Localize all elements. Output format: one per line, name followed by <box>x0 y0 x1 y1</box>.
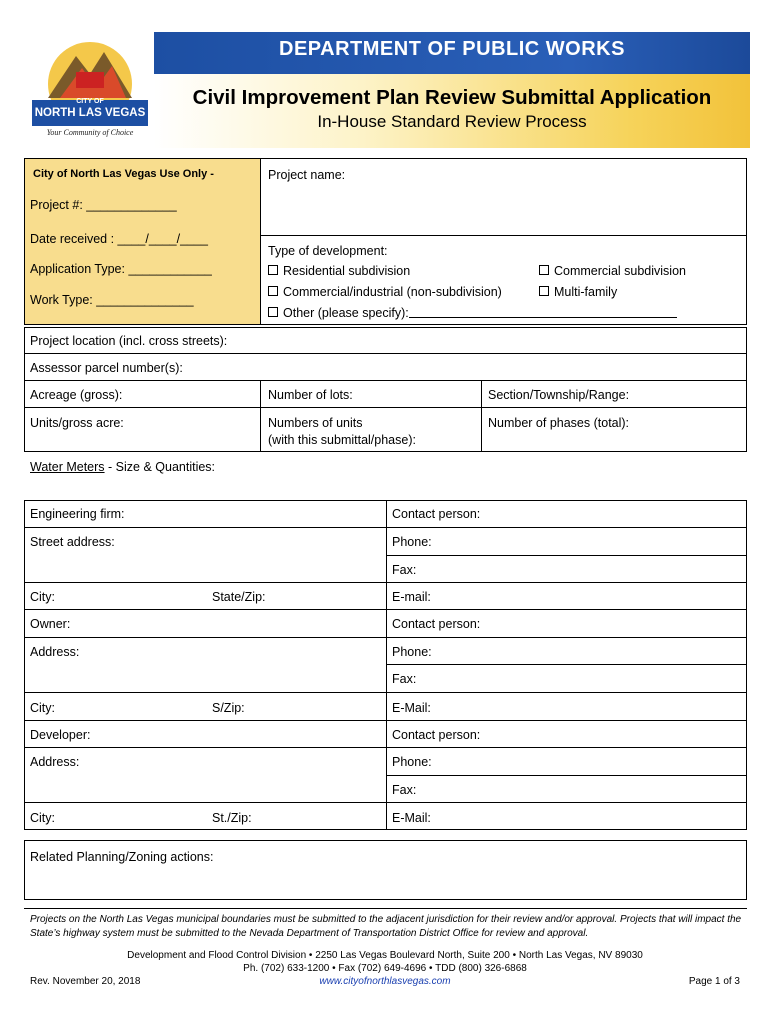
page-title: Civil Improvement Plan Review Submittal Application <box>192 86 712 109</box>
developer-fax-label: Fax: <box>392 783 417 797</box>
city-logo <box>26 38 154 146</box>
developer-label: Developer: <box>30 728 91 742</box>
project-location-label: Project location (incl. cross streets): <box>30 334 228 348</box>
option-multi-family[interactable]: Multi-family <box>539 285 617 299</box>
footer-phone: Ph. (702) 633-1200 • Fax (702) 649-4696 • TDD (800) 326-6868 <box>243 963 527 974</box>
footer-address: Development and Flood Control Division • 2250 Las Vegas Boulevard North, Suite 200 • North Las Vegas, NV 89030 <box>127 950 643 961</box>
engineering-city-label: City: <box>30 590 55 604</box>
checkbox[interactable] <box>268 265 278 275</box>
owner-phone-label: Phone: <box>392 645 432 659</box>
logo-tagline: Your Community of Choice <box>46 128 134 137</box>
developer-stzip-label: St./Zip: <box>212 811 252 825</box>
logo-text-main: NORTH LAS VEGAS <box>34 107 146 119</box>
owner-szip-label: S/Zip: <box>212 701 245 715</box>
option-commercial-industrial[interactable]: Commercial/industrial (non-subdivision) <box>268 285 502 299</box>
work-type-field[interactable]: Work Type: ______________ <box>30 293 194 307</box>
parcel-number-label: Assessor parcel number(s): <box>30 361 183 375</box>
section-township-label: Section/Township/Range: <box>488 388 630 402</box>
engineering-email-label: E-mail: <box>392 590 431 604</box>
owner-address-label: Address: <box>30 645 80 659</box>
water-meters-link[interactable]: Water Meters <box>30 460 105 474</box>
project-number-field[interactable]: Project #: _____________ <box>30 198 177 212</box>
developer-contact-label: Contact person: <box>392 728 481 742</box>
use-only-heading: City of North Las Vegas Use Only - <box>33 168 214 180</box>
owner-fax-label: Fax: <box>392 672 417 686</box>
owner-city-label: City: <box>30 701 55 715</box>
department-heading: DEPARTMENT OF PUBLIC WORKS <box>279 38 625 60</box>
engineering-firm-label: Engineering firm: <box>30 507 125 521</box>
footer-website-link[interactable]: www.cityofnorthlasvegas.com <box>319 976 451 987</box>
owner-email-label: E-Mail: <box>392 701 431 715</box>
option-other[interactable]: Other (please specify): <box>268 306 677 320</box>
related-planning-label: Related Planning/Zoning actions: <box>30 850 214 864</box>
date-received-field[interactable]: Date received : ____/____/____ <box>30 232 208 246</box>
page-subtitle: In-House Standard Review Process <box>317 112 587 131</box>
engineering-fax-label: Fax: <box>392 563 417 577</box>
units-gross-acre-label: Units/gross acre: <box>30 416 124 430</box>
project-name-input[interactable] <box>262 184 744 232</box>
engineering-contact-label: Contact person: <box>392 507 481 521</box>
checkbox[interactable] <box>539 265 549 275</box>
type-of-development-label: Type of development: <box>268 244 388 258</box>
owner-label: Owner: <box>30 617 71 631</box>
related-planning-box[interactable] <box>24 840 747 900</box>
footnote-text: Projects on the North Las Vegas municipal boundaries must be submitted to the adjacent jurisdiction for their review and/or approval. Projects that will impact the State’s highway system must be submitted to the Nevada Department of Transportation District Office for review and approval. <box>30 914 742 939</box>
project-name-label: Project name: <box>268 168 346 182</box>
developer-city-label: City: <box>30 811 55 825</box>
application-type-field[interactable]: Application Type: ____________ <box>30 262 212 276</box>
number-of-phases-label: Number of phases (total): <box>488 416 630 430</box>
checkbox[interactable] <box>268 307 278 317</box>
number-of-units-label: Numbers of units <box>268 416 363 430</box>
owner-contact-label: Contact person: <box>392 617 481 631</box>
water-meters-label: - Size & Quantities: <box>104 460 216 474</box>
developer-phone-label: Phone: <box>392 755 432 769</box>
option-commercial-subdivision[interactable]: Commercial subdivision <box>539 264 686 278</box>
revision-date: Rev. November 20, 2018 <box>30 976 141 987</box>
engineering-statezip-label: State/Zip: <box>212 590 266 604</box>
option-residential-subdivision[interactable]: Residential subdivision <box>268 264 410 278</box>
number-of-lots-label: Number of lots: <box>268 388 353 402</box>
number-of-units-sublabel: (with this submittal/phase): <box>268 433 416 447</box>
other-specify-input[interactable] <box>409 306 677 318</box>
checkbox[interactable] <box>268 286 278 296</box>
acreage-label: Acreage (gross): <box>30 388 123 402</box>
logo-text-top: CITY OF <box>76 98 104 105</box>
developer-email-label: E-Mail: <box>392 811 431 825</box>
engineering-street-label: Street address: <box>30 535 115 549</box>
checkbox[interactable] <box>539 286 549 296</box>
developer-address-label: Address: <box>30 755 80 769</box>
engineering-phone-label: Phone: <box>392 535 432 549</box>
page-number: Page 1 of 3 <box>688 976 740 987</box>
